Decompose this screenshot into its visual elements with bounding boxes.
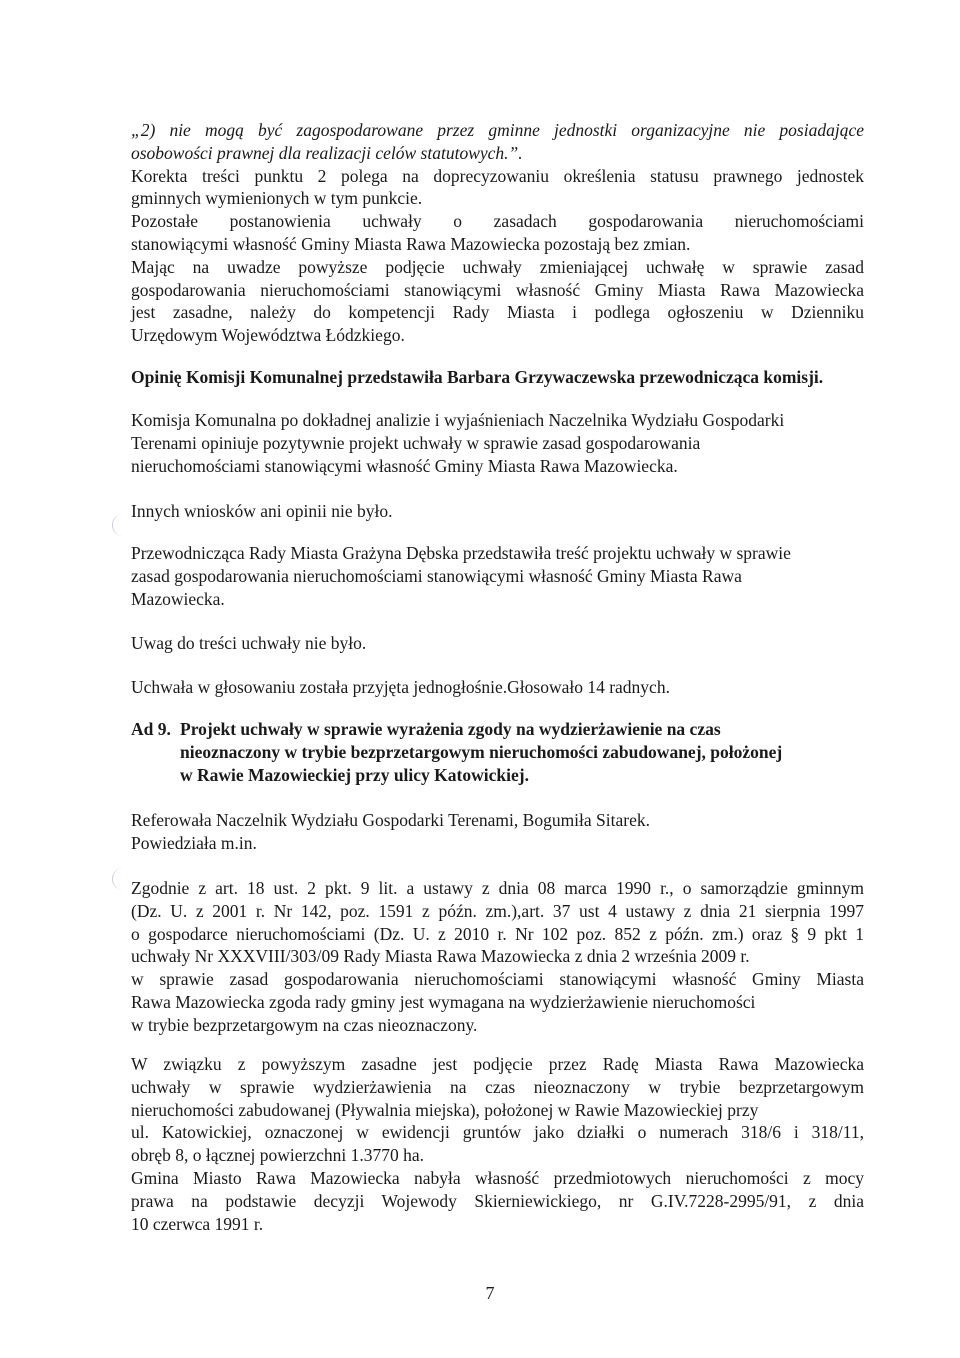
text-line: jest zasadne, należy do kompetencji Rady Miasta i podlega ogłoszeniu w Dzienniku: [131, 302, 864, 323]
quote-line: „2) nie mogą być zagospodarowane przez gminne jednostki organizacyjne nie posiadające: [131, 120, 864, 140]
page-number: 7: [485, 1283, 495, 1303]
chairwoman-paragraph: [131, 542, 864, 610]
vote-paragraph: [131, 676, 864, 699]
text-line: Przewodnicząca Rady Miasta Grażyna Dębska przedstawiła treść projektu uchwały w sprawie: [131, 543, 791, 563]
no-motions-paragraph: [131, 500, 864, 523]
text-line: gminnych wymienionych w tym punkcie.: [131, 188, 423, 209]
text-line: o gospodarce nieruchomościami (Dz. U. z 2010 r. Nr 102 poz. 852 z późn. zm.) oraz § 9 pkt 1: [131, 923, 864, 944]
text-line: Powiedziała m.in.: [131, 832, 257, 853]
text-line: W związku z powyższym zasadne jest podjęcie przez Radę Miasta Rawa Mazowiecka: [131, 1054, 864, 1074]
text-line: zasad gospodarowania nieruchomościami stanowiącymi własność Gminy Miasta Rawa: [131, 565, 742, 586]
text-line: Pozostałe postanowienia uchwały o zasadach gospodarowania nieruchomościami: [131, 211, 864, 232]
text-line: Uwag do treści uchwały nie było.: [131, 633, 367, 653]
opinion-heading: [131, 366, 871, 389]
conclusion-paragraph: [131, 1053, 864, 1235]
text-line: Terenami opiniuje pozytywnie projekt uchwały w sprawie zasad gospodarowania: [131, 432, 701, 453]
text-line: uchwały w sprawie wydzierżawienia na czas nieoznaczony w trybie bezprzetargowym: [131, 1076, 864, 1097]
text-line: Korekta treści punktu 2 polega na doprecyzowaniu określenia statusu prawnego jednostek: [131, 165, 864, 186]
text-line: stanowiącymi własność Gminy Miasta Rawa Mazowiecka pozostają bez zmian.: [131, 233, 691, 254]
text-line: Mając na uwadze powyższe podjęcie uchwały zmieniającej uchwałę w sprawie zasad: [131, 256, 864, 277]
text-line: uchwały Nr XXXVIII/303/09 Rady Miasta Rawa Mazowiecka z dnia 2 września 2009 r.: [131, 946, 750, 967]
text-line: Mazowiecka.: [131, 588, 225, 609]
text-line: Uchwała w głosowaniu została przyjęta jednogłośnie.Głosowało 14 radnych.: [131, 677, 670, 697]
opinion-heading-text: Opinię Komisji Komunalnej przedstawiła Barbara Grzywaczewska przewodnicząca komisji.: [131, 367, 824, 387]
text-line: w trybie bezprzetargowym na czas nieoznaczony.: [131, 1014, 478, 1035]
text-line: Gmina Miasto Rawa Mazowiecka nabyła własność przedmiotowych nieruchomości z mocy: [131, 1167, 864, 1188]
text-line: Referowała Naczelnik Wydziału Gospodarki Terenami, Bogumiła Sitarek.: [131, 810, 650, 830]
text-line: Komisja Komunalna po dokładnej analizie i wyjaśnieniach Naczelnika Wydziału Gospodarki: [131, 410, 785, 430]
agenda-item-heading: [131, 718, 871, 786]
no-remarks-paragraph: [131, 632, 864, 655]
text-line: nieruchomości zabudowanej (Pływalnia miejska), położonej w Rawie Mazowieckiej przy: [131, 1099, 759, 1120]
punch-hole-mark: [112, 868, 133, 890]
text-line: Rawa Mazowiecka zgoda rady gminy jest wymagana na wydzierżawienie nieruchomości: [131, 991, 756, 1012]
agenda-title-line: nieoznaczony w trybie bezprzetargowym nieruchomości zabudowanej, położonej: [180, 741, 783, 762]
punch-hole-mark: [112, 514, 133, 536]
text-line: Zgodnie z art. 18 ust. 2 pkt. 9 lit. a ustawy z dnia 08 marca 1990 r., o samorządzie gminnym: [131, 878, 864, 898]
text-line: ul. Katowickiej, oznaczonej w ewidencji gruntów jako działki o numerach 318/6 i 318/11,: [131, 1122, 864, 1143]
committee-paragraph: [131, 409, 864, 477]
agenda-title-line: Projekt uchwały w sprawie wyrażenia zgody na wydzierżawienie na czas: [180, 719, 721, 739]
text-line: w sprawie zasad gospodarowania nieruchomościami stanowiącymi własność Gminy Miasta: [131, 969, 864, 990]
text-line: nieruchomościami stanowiącymi własność Gminy Miasta Rawa Mazowiecka.: [131, 455, 678, 476]
text-line: gospodarowania nieruchomościami stanowiącymi własność Gminy Miasta Rawa Mazowiecka: [131, 279, 864, 300]
text-line: prawa na podstawie decyzji Wojewody Skierniewickiego, nr G.IV.7228-2995/91, z dnia: [131, 1190, 864, 1211]
intro-paragraph: [131, 119, 864, 347]
referee-paragraph: [131, 809, 864, 855]
text-line: obręb 8, o łącznej powierzchni 1.3770 ha.: [131, 1145, 425, 1166]
agenda-item-number: Ad 9.: [131, 719, 171, 739]
agenda-title-line: w Rawie Mazowieckiej przy ulicy Katowickiej.: [180, 764, 529, 785]
text-line: Innych wniosków ani opinii nie było.: [131, 501, 393, 521]
text-line: Urzędowym Województwa Łódzkiego.: [131, 325, 405, 346]
quote-line: osobowości prawnej dla realizacji celów statutowych.”.: [131, 142, 523, 163]
text-line: 10 czerwca 1991 r.: [131, 1213, 264, 1234]
text-line: (Dz. U. z 2001 r. Nr 142, poz. 1591 z późn. zm.),art. 37 ust 4 ustawy z dnia 21 sierpnia 1997: [131, 900, 864, 921]
legal-basis-paragraph: [131, 877, 864, 1037]
